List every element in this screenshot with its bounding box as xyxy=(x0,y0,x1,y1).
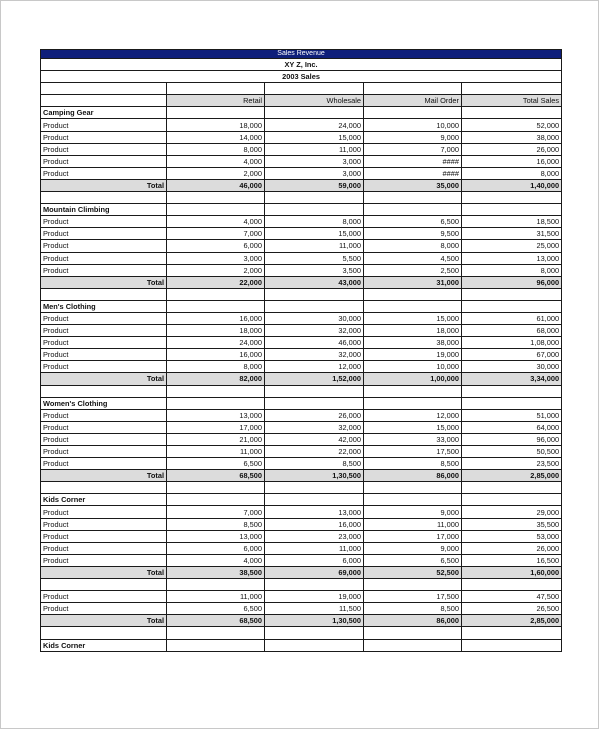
company-name: XY Z, Inc. xyxy=(41,59,562,71)
total-value: 25,000 xyxy=(462,240,562,252)
product-row xyxy=(41,264,562,276)
category-label: Mountain Climbing xyxy=(41,204,167,216)
empty-cell xyxy=(265,288,364,300)
mail-value: 10,000 xyxy=(364,361,462,373)
retail-value: 46,000 xyxy=(167,179,265,191)
total-value: 96,000 xyxy=(462,433,562,445)
total-value: 8,000 xyxy=(462,264,562,276)
retail-value: 8,500 xyxy=(167,518,265,530)
total-value: 3,34,000 xyxy=(462,373,562,385)
total-value: 13,000 xyxy=(462,252,562,264)
wholesale-value: 13,000 xyxy=(265,506,364,518)
empty-cell xyxy=(462,107,562,119)
total-value: 53,000 xyxy=(462,530,562,542)
retail-value: 11,000 xyxy=(167,591,265,603)
total-value: 16,500 xyxy=(462,554,562,566)
product-row xyxy=(41,143,562,155)
product-label: Product xyxy=(41,409,167,421)
product-row xyxy=(41,603,562,615)
category-label: Men's Clothing xyxy=(41,300,167,312)
total-label: Total xyxy=(41,566,167,578)
mail-value: 33,000 xyxy=(364,433,462,445)
spacer-row xyxy=(41,83,562,95)
mail-value: #### xyxy=(364,167,462,179)
product-label: Product xyxy=(41,349,167,361)
product-label: Product xyxy=(41,603,167,615)
retail-value: 7,000 xyxy=(167,506,265,518)
total-label: Total xyxy=(41,373,167,385)
product-label: Product xyxy=(41,264,167,276)
empty-cell xyxy=(167,300,265,312)
period-label: 2003 Sales xyxy=(41,71,562,83)
retail-value: 3,000 xyxy=(167,252,265,264)
empty-cell xyxy=(462,482,562,494)
wholesale-value: 5,500 xyxy=(265,252,364,264)
total-value: 1,40,000 xyxy=(462,179,562,191)
wholesale-value: 3,000 xyxy=(265,155,364,167)
retail-value: 4,000 xyxy=(167,216,265,228)
retail-value: 68,500 xyxy=(167,470,265,482)
retail-value: 22,000 xyxy=(167,276,265,288)
wholesale-value: 32,000 xyxy=(265,325,364,337)
mail-value: 6,500 xyxy=(364,216,462,228)
retail-value: 8,000 xyxy=(167,361,265,373)
retail-value: 13,000 xyxy=(167,409,265,421)
total-label: Total xyxy=(41,179,167,191)
retail-value: 4,000 xyxy=(167,155,265,167)
total-value: 38,000 xyxy=(462,131,562,143)
total-label: Total xyxy=(41,615,167,627)
mail-value: 17,500 xyxy=(364,446,462,458)
category-row xyxy=(41,204,562,216)
wholesale-value: 69,000 xyxy=(265,566,364,578)
product-label: Product xyxy=(41,542,167,554)
product-label: Product xyxy=(41,446,167,458)
retail-value: 16,000 xyxy=(167,349,265,361)
retail-value: 38,500 xyxy=(167,566,265,578)
category-row xyxy=(41,639,562,651)
wholesale-value: 11,000 xyxy=(265,240,364,252)
empty-cell xyxy=(265,192,364,204)
product-row xyxy=(41,325,562,337)
retail-value: 14,000 xyxy=(167,131,265,143)
retail-value: 6,500 xyxy=(167,458,265,470)
empty-cell xyxy=(265,300,364,312)
spacer-row xyxy=(41,482,562,494)
category-row xyxy=(41,397,562,409)
mail-value: 12,000 xyxy=(364,409,462,421)
mail-value: 9,000 xyxy=(364,131,462,143)
empty-cell xyxy=(167,627,265,639)
retail-value: 4,000 xyxy=(167,554,265,566)
category-row xyxy=(41,107,562,119)
product-label: Product xyxy=(41,458,167,470)
product-row xyxy=(41,349,562,361)
empty-cell xyxy=(41,83,167,95)
wholesale-value: 15,000 xyxy=(265,131,364,143)
total-value: 61,000 xyxy=(462,312,562,324)
wholesale-value: 3,500 xyxy=(265,264,364,276)
empty-cell xyxy=(41,385,167,397)
spacer-row xyxy=(41,385,562,397)
total-value: 18,500 xyxy=(462,216,562,228)
product-label: Product xyxy=(41,506,167,518)
mail-value: 8,500 xyxy=(364,603,462,615)
column-header: Total Sales xyxy=(462,95,562,107)
wholesale-value: 24,000 xyxy=(265,119,364,131)
empty-cell xyxy=(364,482,462,494)
total-value: 26,000 xyxy=(462,542,562,554)
product-row xyxy=(41,312,562,324)
empty-cell xyxy=(462,385,562,397)
empty-cell xyxy=(364,107,462,119)
total-value: 2,85,000 xyxy=(462,470,562,482)
period-row xyxy=(41,71,562,83)
product-row xyxy=(41,131,562,143)
retail-value: 18,000 xyxy=(167,119,265,131)
total-value: 8,000 xyxy=(462,167,562,179)
empty-cell xyxy=(167,482,265,494)
empty-cell xyxy=(265,579,364,591)
product-label: Product xyxy=(41,119,167,131)
empty-cell xyxy=(167,204,265,216)
product-row xyxy=(41,518,562,530)
product-row xyxy=(41,506,562,518)
column-header: Wholesale xyxy=(265,95,364,107)
mail-value: 52,500 xyxy=(364,566,462,578)
mail-value: 9,000 xyxy=(364,542,462,554)
empty-cell xyxy=(41,627,167,639)
wholesale-value: 11,000 xyxy=(265,542,364,554)
total-value: 29,000 xyxy=(462,506,562,518)
mail-value: 38,000 xyxy=(364,337,462,349)
company-row xyxy=(41,59,562,71)
wholesale-value: 15,000 xyxy=(265,228,364,240)
wholesale-value: 3,000 xyxy=(265,167,364,179)
total-value: 26,000 xyxy=(462,143,562,155)
category-row xyxy=(41,300,562,312)
retail-value: 7,000 xyxy=(167,228,265,240)
wholesale-value: 1,30,500 xyxy=(265,615,364,627)
spacer-row xyxy=(41,579,562,591)
total-value: 30,000 xyxy=(462,361,562,373)
spacer-row xyxy=(41,288,562,300)
mail-value: 19,000 xyxy=(364,349,462,361)
empty-cell xyxy=(462,300,562,312)
product-label: Product xyxy=(41,216,167,228)
empty-cell xyxy=(265,83,364,95)
wholesale-value: 32,000 xyxy=(265,349,364,361)
empty-cell xyxy=(265,639,364,651)
retail-value: 24,000 xyxy=(167,337,265,349)
product-row xyxy=(41,458,562,470)
product-label: Product xyxy=(41,240,167,252)
wholesale-value: 11,000 xyxy=(265,143,364,155)
retail-value: 13,000 xyxy=(167,530,265,542)
product-label: Product xyxy=(41,167,167,179)
empty-cell xyxy=(167,579,265,591)
empty-cell xyxy=(462,397,562,409)
column-header-row xyxy=(41,95,562,107)
wholesale-value: 8,000 xyxy=(265,216,364,228)
mail-value: 7,000 xyxy=(364,143,462,155)
product-label: Product xyxy=(41,421,167,433)
sales-revenue-banner: Sales Revenue xyxy=(41,50,562,59)
empty-cell xyxy=(462,579,562,591)
empty-cell xyxy=(364,288,462,300)
empty-cell xyxy=(167,397,265,409)
total-value: 64,000 xyxy=(462,421,562,433)
empty-cell xyxy=(364,83,462,95)
retail-value: 2,000 xyxy=(167,264,265,276)
mail-value: 17,500 xyxy=(364,591,462,603)
wholesale-value: 22,000 xyxy=(265,446,364,458)
total-value: 26,500 xyxy=(462,603,562,615)
empty-cell xyxy=(265,107,364,119)
product-label: Product xyxy=(41,591,167,603)
wholesale-value: 8,500 xyxy=(265,458,364,470)
mail-value: 4,500 xyxy=(364,252,462,264)
total-value: 35,500 xyxy=(462,518,562,530)
wholesale-value: 6,000 xyxy=(265,554,364,566)
product-label: Product xyxy=(41,312,167,324)
product-label: Product xyxy=(41,325,167,337)
wholesale-value: 32,000 xyxy=(265,421,364,433)
mail-value: 10,000 xyxy=(364,119,462,131)
wholesale-value: 11,500 xyxy=(265,603,364,615)
empty-cell xyxy=(364,300,462,312)
empty-cell xyxy=(265,385,364,397)
product-row xyxy=(41,530,562,542)
product-row xyxy=(41,228,562,240)
empty-cell xyxy=(167,107,265,119)
product-row xyxy=(41,433,562,445)
empty-cell xyxy=(167,192,265,204)
total-value: 96,000 xyxy=(462,276,562,288)
wholesale-value: 46,000 xyxy=(265,337,364,349)
mail-value: 11,000 xyxy=(364,518,462,530)
product-label: Product xyxy=(41,530,167,542)
empty-cell xyxy=(167,639,265,651)
mail-value: 9,000 xyxy=(364,506,462,518)
product-row xyxy=(41,409,562,421)
empty-cell xyxy=(364,192,462,204)
mail-value: 86,000 xyxy=(364,470,462,482)
empty-cell xyxy=(462,494,562,506)
mail-value: 9,500 xyxy=(364,228,462,240)
product-label: Product xyxy=(41,228,167,240)
retail-value: 82,000 xyxy=(167,373,265,385)
total-value: 16,000 xyxy=(462,155,562,167)
spacer-row xyxy=(41,192,562,204)
product-row xyxy=(41,361,562,373)
empty-cell xyxy=(462,204,562,216)
mail-value: 6,500 xyxy=(364,554,462,566)
total-value: 67,000 xyxy=(462,349,562,361)
total-value: 47,500 xyxy=(462,591,562,603)
product-label: Product xyxy=(41,337,167,349)
product-row xyxy=(41,216,562,228)
empty-cell xyxy=(462,627,562,639)
total-value: 2,85,000 xyxy=(462,615,562,627)
total-row xyxy=(41,566,562,578)
total-row xyxy=(41,276,562,288)
category-row xyxy=(41,494,562,506)
retail-value: 68,500 xyxy=(167,615,265,627)
wholesale-value: 30,000 xyxy=(265,312,364,324)
product-row xyxy=(41,591,562,603)
mail-value: 2,500 xyxy=(364,264,462,276)
mail-value: 18,000 xyxy=(364,325,462,337)
empty-cell xyxy=(462,639,562,651)
wholesale-value: 1,52,000 xyxy=(265,373,364,385)
total-value: 68,000 xyxy=(462,325,562,337)
spacer-row xyxy=(41,627,562,639)
empty-cell xyxy=(167,288,265,300)
empty-cell xyxy=(41,288,167,300)
wholesale-value: 1,30,500 xyxy=(265,470,364,482)
product-label: Product xyxy=(41,518,167,530)
mail-value: 1,00,000 xyxy=(364,373,462,385)
product-label: Product xyxy=(41,131,167,143)
total-row xyxy=(41,373,562,385)
empty-header-cell xyxy=(41,95,167,107)
total-value: 50,500 xyxy=(462,446,562,458)
category-label: Camping Gear xyxy=(41,107,167,119)
retail-value: 11,000 xyxy=(167,446,265,458)
empty-cell xyxy=(265,494,364,506)
empty-cell xyxy=(364,385,462,397)
empty-cell xyxy=(364,579,462,591)
empty-cell xyxy=(265,204,364,216)
total-value: 52,000 xyxy=(462,119,562,131)
empty-cell xyxy=(364,397,462,409)
retail-value: 6,000 xyxy=(167,542,265,554)
empty-cell xyxy=(462,192,562,204)
total-value: 1,08,000 xyxy=(462,337,562,349)
wholesale-value: 26,000 xyxy=(265,409,364,421)
product-label: Product xyxy=(41,433,167,445)
mail-value: 15,000 xyxy=(364,312,462,324)
empty-cell xyxy=(364,204,462,216)
mail-value: 17,000 xyxy=(364,530,462,542)
mail-value: 31,000 xyxy=(364,276,462,288)
total-value: 31,500 xyxy=(462,228,562,240)
empty-cell xyxy=(462,83,562,95)
product-row xyxy=(41,167,562,179)
total-label: Total xyxy=(41,470,167,482)
wholesale-value: 12,000 xyxy=(265,361,364,373)
empty-cell xyxy=(167,83,265,95)
empty-cell xyxy=(167,385,265,397)
title-banner-row xyxy=(41,50,562,59)
total-value: 1,60,000 xyxy=(462,566,562,578)
total-value: 23,500 xyxy=(462,458,562,470)
empty-cell xyxy=(364,494,462,506)
mail-value: #### xyxy=(364,155,462,167)
retail-value: 21,000 xyxy=(167,433,265,445)
retail-value: 6,000 xyxy=(167,240,265,252)
total-label: Total xyxy=(41,276,167,288)
wholesale-value: 42,000 xyxy=(265,433,364,445)
empty-cell xyxy=(265,482,364,494)
product-row xyxy=(41,446,562,458)
category-label: Kids Corner xyxy=(41,639,167,651)
product-row xyxy=(41,155,562,167)
product-label: Product xyxy=(41,554,167,566)
retail-value: 6,500 xyxy=(167,603,265,615)
mail-value: 15,000 xyxy=(364,421,462,433)
empty-cell xyxy=(167,494,265,506)
empty-cell xyxy=(41,579,167,591)
product-label: Product xyxy=(41,143,167,155)
total-row xyxy=(41,179,562,191)
product-row xyxy=(41,119,562,131)
product-row xyxy=(41,542,562,554)
total-row xyxy=(41,470,562,482)
column-header: Retail xyxy=(167,95,265,107)
mail-value: 8,000 xyxy=(364,240,462,252)
wholesale-value: 23,000 xyxy=(265,530,364,542)
empty-cell xyxy=(41,192,167,204)
total-row xyxy=(41,615,562,627)
category-label: Kids Corner xyxy=(41,494,167,506)
product-label: Product xyxy=(41,361,167,373)
product-row xyxy=(41,337,562,349)
empty-cell xyxy=(265,627,364,639)
product-label: Product xyxy=(41,155,167,167)
wholesale-value: 59,000 xyxy=(265,179,364,191)
wholesale-value: 43,000 xyxy=(265,276,364,288)
empty-cell xyxy=(265,397,364,409)
mail-value: 35,000 xyxy=(364,179,462,191)
empty-cell xyxy=(364,639,462,651)
empty-cell xyxy=(364,627,462,639)
product-label: Product xyxy=(41,252,167,264)
total-value: 51,000 xyxy=(462,409,562,421)
sales-revenue-table xyxy=(40,49,562,652)
product-row xyxy=(41,240,562,252)
product-row xyxy=(41,421,562,433)
mail-value: 8,500 xyxy=(364,458,462,470)
mail-value: 86,000 xyxy=(364,615,462,627)
product-row xyxy=(41,554,562,566)
wholesale-value: 19,000 xyxy=(265,591,364,603)
retail-value: 18,000 xyxy=(167,325,265,337)
retail-value: 16,000 xyxy=(167,312,265,324)
product-row xyxy=(41,252,562,264)
retail-value: 17,000 xyxy=(167,421,265,433)
wholesale-value: 16,000 xyxy=(265,518,364,530)
retail-value: 2,000 xyxy=(167,167,265,179)
empty-cell xyxy=(462,288,562,300)
retail-value: 8,000 xyxy=(167,143,265,155)
category-label: Women's Clothing xyxy=(41,397,167,409)
column-header: Mail Order xyxy=(364,95,462,107)
empty-cell xyxy=(41,482,167,494)
